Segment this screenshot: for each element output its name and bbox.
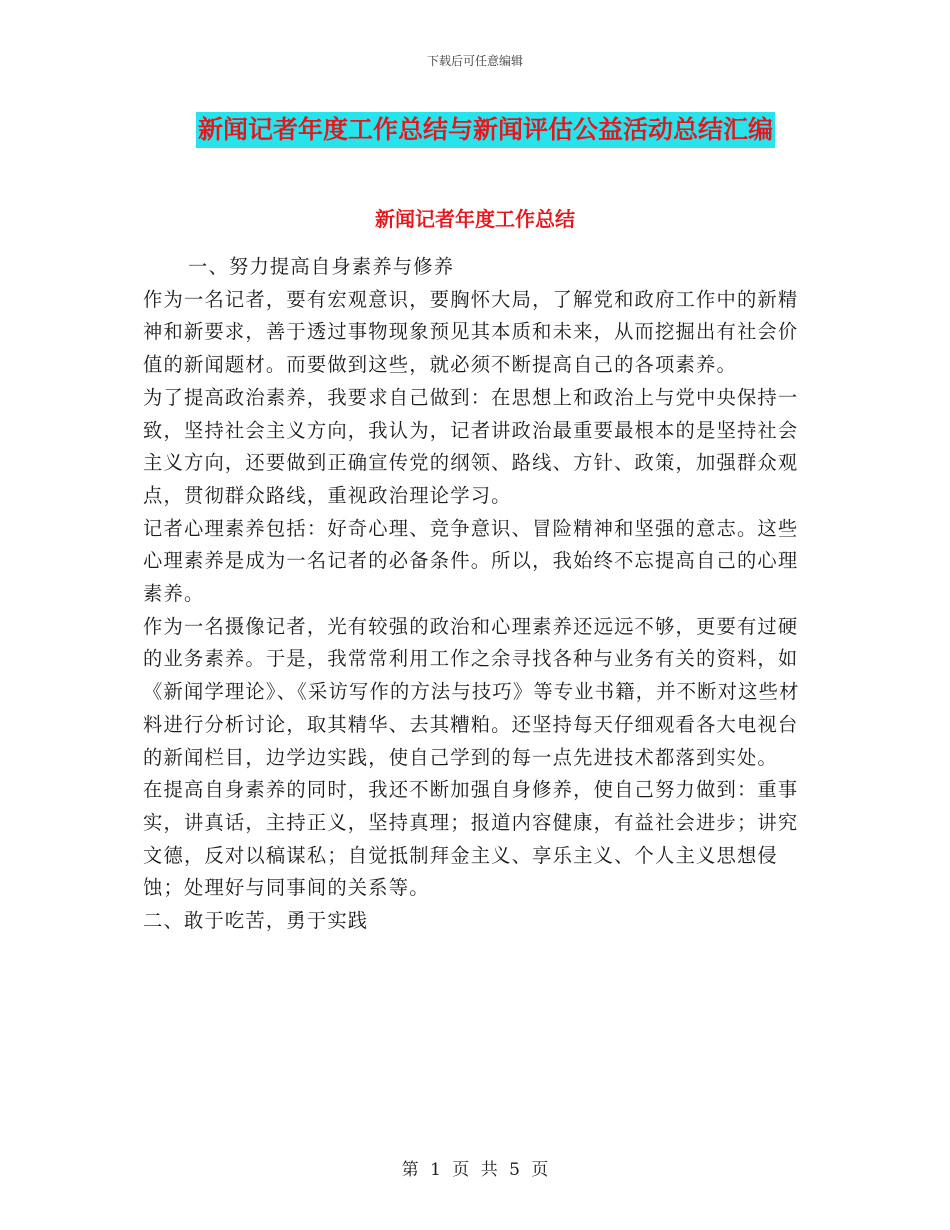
document-title: 新闻记者年度工作总结与新闻评估公益活动总结汇编 (196, 112, 775, 148)
page-footer: 第 1 页 共 5 页 (401, 1160, 549, 1180)
header-note: 下载后可任意编辑 (426, 54, 523, 68)
heading-2: 二、敢于吃苦，勇于实践 (143, 909, 369, 933)
paragraph: 记者心理素养包括：好奇心理、竞争意识、冒险精神和坚强的意志。这些心理素养是成为一名记者的必备条件。所以，我始终不忘提高自己的心理素养。 (143, 516, 799, 606)
paragraph: 作为一名摄像记者，光有较强的政治和心理素养还远远不够，更要有过硬的业务素养。于是，我常常利用工作之余寻找各种与业务有关的资料，如《新闻学理论》、《采访写作的方法与技巧》等专业书籍，并不断对这些材料进行分析讨论，取其精华、去其糟粕。还坚持每天仔细观看各大电视台的新闻栏目，边学边实践，使自己学到的每一点先进技术都落到实处。 (143, 614, 800, 769)
section-title: 新闻记者年度工作总结 (375, 207, 575, 231)
paragraph: 作为一名记者，要有宏观意识，要胸怀大局，了解党和政府工作中的新精神和新要求，善于透过事物现象预见其本质和未来，从而挖掘出有社会价值的新闻题材。而要做到这些，就必须不断提高自己的各项素养。 (143, 287, 799, 377)
paragraph: 在提高自身素养的同时，我还不断加强自身修养，使自己努力做到：重事实，讲真话，主持正义，坚持真理；报道内容健康，有益社会进步；讲究文德，反对以稿谋私；自觉抵制拜金主义、享乐主义、个人主义思想侵蚀；处理好与同事间的关系等。 (143, 778, 799, 900)
paragraph: 为了提高政治素养，我要求自己做到：在思想上和政治上与党中央保持一致，坚持社会主义方向，我认为，记者讲政治最重要最根本的是坚持社会主义方向，还要做到正确宣传党的纲领、路线、方针、政策，加强群众观点，贯彻群众路线，重视政治理论学习。 (143, 385, 799, 507)
heading-1: 一、努力提高自身素养与修养 (188, 255, 455, 278)
document-body (143, 251, 807, 938)
